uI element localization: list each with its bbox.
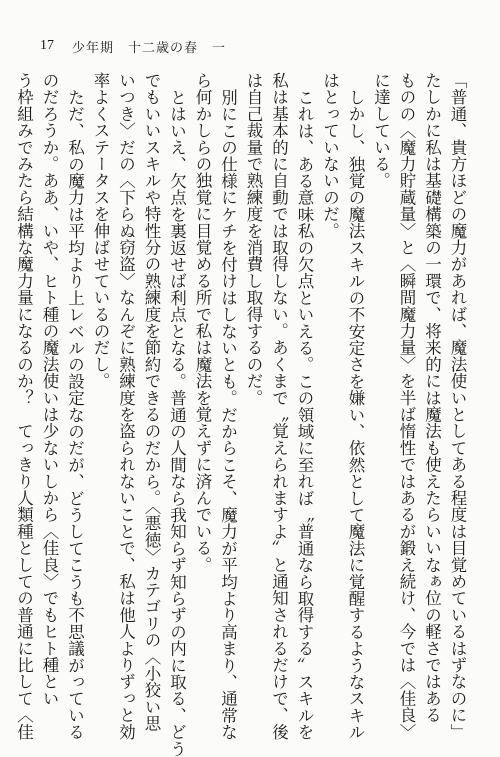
text-line: は自己裁量で熟練度を消費し取得するのだ。: [244, 72, 263, 406]
running-title: 少年期 十二歳の春 一: [72, 40, 227, 56]
text-line: はとっていないのだ。: [320, 72, 340, 239]
text-line: う枠組みでみたら結構な魔力量になるのか？ てっきり人類種としての普通に比して〈佳: [14, 72, 34, 740]
text-line: たしかに私は基礎構築の一環で、将来的には魔法も使えたらいいなぁ位の軽さではある: [422, 72, 442, 724]
text-line: ら何かしらの独覚に目覚める所で私は魔法を覚えずに済んでいる。: [193, 72, 212, 573]
text-line: ものの〈魔力貯蔵量〉と〈瞬間魔力量〉を半ば惰性ではあるが鍛え続け、今では〈佳良〉: [397, 72, 416, 740]
text-line: 私は基本的に自動では取得しない。あくまで〝覚えられますよ〟と通知されるだけで、後: [269, 72, 289, 740]
text-line: 率よくステータスを伸ばせているのだし。: [91, 72, 110, 390]
text-line: でもいいスキルや特性分の熟練度を節約できるのだから。〈悪徳〉カテゴリの〈小狡い思: [142, 72, 161, 732]
text-line: ただ、私の魔力は平均より上レベルの設定なのだが、どうしてこうも不思議がっている: [65, 88, 85, 740]
body-text: [14, 72, 470, 757]
text-line: に達している。: [371, 72, 391, 189]
text-line: しかし、独覚の魔法スキルの不安定さを嫌い、依然として魔法に覚醒するようなスキル: [346, 88, 365, 740]
text-line: 「普通、貴方ほどの魔力があれば、魔法使いとしてある程度は目覚めているはずなのに」: [448, 72, 467, 740]
running-header: [40, 34, 340, 58]
text-line: 別にこの仕様にケチを付けはしないとも。だからこそ、魔力が平均より高まり、通常な: [218, 88, 238, 740]
text-line: のだろうか。ああ、いや、ヒト種の魔法使いは少ないしから〈佳良〉でもヒト種とい: [40, 72, 59, 707]
text-line: いつき〉だの〈下らぬ窃盗〉なんぞに熟練度を盗られないことで、私は他人よりずっと効: [116, 72, 136, 740]
page-number: 17: [40, 38, 54, 53]
text-line: これは、ある意味私の欠点といえる。この領域に至れば〝普通なら取得する〟スキルを: [295, 88, 314, 740]
text-line: とはいえ、欠点を裏返せば利点となる。普通の人間なら我知らず知らずの内に取る、どう: [167, 88, 187, 757]
